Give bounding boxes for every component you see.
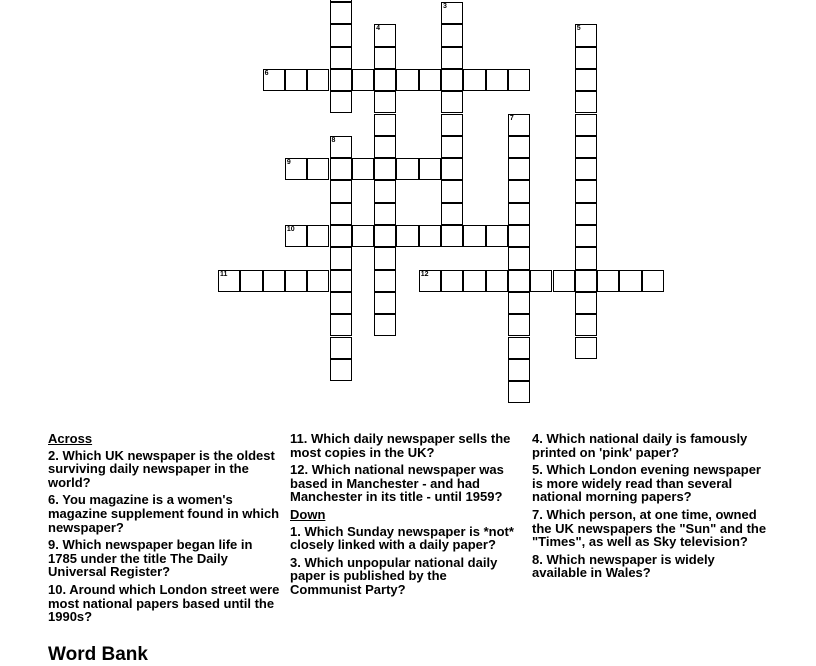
clues-column-2 (290, 432, 520, 601)
cell-number: 12 (420, 270, 429, 278)
clue-text: Around which London street were most national papers based until the 1990s? (48, 581, 280, 625)
grid-cell[interactable] (441, 24, 463, 46)
grid-cell[interactable] (575, 270, 597, 292)
grid-cell-numbered[interactable] (285, 225, 307, 247)
clue-number: 8. (532, 551, 543, 567)
grid-cell[interactable] (374, 203, 396, 225)
clue-number: 2. (48, 447, 59, 463)
grid-cell[interactable] (285, 69, 307, 91)
grid-cell[interactable] (486, 225, 508, 247)
clue-down-8 (532, 553, 768, 580)
grid-cell[interactable] (575, 292, 597, 314)
grid-cell-numbered[interactable] (285, 158, 307, 180)
grid-cell[interactable] (463, 69, 485, 91)
clue-number: 1. (290, 523, 301, 539)
grid-cell[interactable] (508, 69, 530, 91)
grid-cell[interactable] (508, 180, 530, 202)
clue-across-9 (48, 538, 280, 579)
clue-text: Which Sunday newspaper is *not* closely linked with a daily paper? (290, 523, 514, 553)
clue-number: 5. (532, 462, 543, 478)
grid-cell[interactable] (575, 114, 597, 136)
cell-number: 5 (576, 25, 581, 33)
clue-text: Which London evening newspaper is more widely read than several national morning papers? (532, 462, 761, 505)
grid-cell[interactable] (597, 270, 619, 292)
grid-cell[interactable] (441, 136, 463, 158)
grid-cell[interactable] (508, 136, 530, 158)
clue-text: Which national newspaper was based in Manchester - and had Manchester in its title - until 1959? (290, 462, 504, 505)
grid-cell[interactable] (508, 158, 530, 180)
grid-cell[interactable] (307, 158, 329, 180)
cell-number: 3 (443, 3, 447, 10)
grid-cell[interactable] (619, 270, 641, 292)
clue-number: 3. (290, 554, 301, 570)
grid-cell-numbered[interactable] (508, 114, 530, 136)
grid-cell-numbered[interactable] (441, 2, 463, 24)
grid-cell[interactable] (508, 337, 530, 359)
clue-text: Which national daily is famously printed on 'pink' paper? (532, 431, 748, 460)
clue-text: Which UK newspaper is the oldest surviving daily newspaper in the world? (48, 447, 275, 490)
grid-cell[interactable] (463, 225, 485, 247)
grid-cell[interactable] (330, 47, 352, 69)
grid-cell[interactable] (441, 158, 463, 180)
clue-down-5 (532, 463, 768, 504)
grid-cell[interactable] (330, 203, 352, 225)
grid-cell[interactable] (352, 158, 374, 180)
grid-cell[interactable] (508, 203, 530, 225)
grid-cell[interactable] (263, 270, 285, 292)
clue-down-1 (290, 525, 520, 552)
grid-cell[interactable] (441, 69, 463, 91)
cell-number: 7 (509, 114, 514, 122)
cell-number: 10 (286, 226, 295, 233)
grid-cell[interactable] (441, 203, 463, 225)
grid-cell[interactable] (508, 292, 530, 314)
grid-cell[interactable] (441, 91, 463, 113)
clue-text: Which newspaper began life in 1785 under the title The Daily Universal Register? (48, 537, 253, 580)
grid-cell[interactable] (463, 270, 485, 292)
clues-column-3 (532, 432, 768, 584)
grid-cell[interactable] (441, 270, 463, 292)
clue-across-2 (48, 449, 280, 490)
grid-cell[interactable] (419, 158, 441, 180)
cell-number: 9 (286, 159, 291, 167)
clue-across-10 (48, 583, 280, 624)
grid-cell[interactable] (575, 247, 597, 269)
down-heading: Down (290, 506, 326, 522)
grid-cell[interactable] (330, 247, 352, 269)
grid-cell[interactable] (352, 69, 374, 91)
grid-cell[interactable] (575, 314, 597, 336)
clue-text: You magazine is a women's magazine supplement found in which newspaper? (48, 492, 280, 535)
word-bank-title: Word Bank (48, 644, 148, 665)
grid-cell[interactable] (374, 47, 396, 69)
grid-cell[interactable] (508, 247, 530, 269)
clue-number: 10. (48, 581, 67, 597)
grid-cell[interactable] (530, 270, 552, 292)
grid-cell[interactable] (330, 180, 352, 202)
clue-across-12 (290, 463, 520, 504)
grid-cell[interactable] (240, 270, 262, 292)
grid-cell[interactable] (575, 69, 597, 91)
grid-cell[interactable] (374, 314, 396, 336)
grid-cell[interactable] (330, 24, 352, 46)
grid-cell[interactable] (307, 270, 329, 292)
clue-number: 12. (290, 462, 309, 478)
grid-cell-numbered[interactable] (419, 270, 441, 292)
grid-cell[interactable] (374, 69, 396, 91)
grid-cell[interactable] (374, 247, 396, 269)
grid-cell[interactable] (575, 203, 597, 225)
grid-cell[interactable] (330, 359, 352, 381)
grid-cell[interactable] (307, 69, 329, 91)
clue-text: Which daily newspaper sells the most copies in the UK? (290, 431, 511, 460)
grid-cell-numbered[interactable] (263, 69, 285, 91)
clue-number: 9. (48, 537, 59, 553)
grid-cell[interactable] (374, 136, 396, 158)
grid-cell[interactable] (642, 270, 664, 292)
grid-cell-numbered[interactable] (330, 136, 352, 158)
clue-across-11 (290, 432, 520, 459)
clue-down-3 (290, 556, 520, 597)
clue-down-7 (532, 508, 768, 549)
grid-cell[interactable] (330, 91, 352, 113)
grid-cell[interactable] (419, 225, 441, 247)
grid-cell[interactable] (575, 225, 597, 247)
grid-cell[interactable] (352, 225, 374, 247)
cell-number: 4 (376, 25, 380, 33)
grid-cell[interactable] (508, 381, 530, 403)
clue-number: 7. (532, 506, 543, 522)
grid-cell[interactable] (486, 69, 508, 91)
grid-cell[interactable] (330, 337, 352, 359)
grid-cell[interactable] (330, 225, 352, 247)
grid-cell[interactable] (575, 180, 597, 202)
grid-cell-numbered[interactable] (374, 24, 396, 46)
grid-cell[interactable] (575, 337, 597, 359)
grid-cell-numbered[interactable] (575, 24, 597, 46)
grid-cell[interactable] (575, 136, 597, 158)
grid-cell[interactable] (374, 180, 396, 202)
grid-cell[interactable] (508, 359, 530, 381)
grid-cell[interactable] (575, 91, 597, 113)
grid-cell[interactable] (330, 292, 352, 314)
grid-cell[interactable] (374, 225, 396, 247)
cell-number: 8 (331, 136, 336, 144)
grid-cell[interactable] (285, 270, 307, 292)
clue-text: Which newspaper is widely available in Wales? (532, 551, 715, 581)
grid-cell[interactable] (307, 225, 329, 247)
cell-number: 6 (264, 69, 269, 77)
grid-cell[interactable] (374, 91, 396, 113)
grid-cell[interactable] (508, 225, 530, 247)
grid-cell[interactable] (374, 292, 396, 314)
across-heading: Across (48, 431, 93, 446)
clue-text: Which person, at one time, owned the UK newspapers the "Sun" and the "Times", as well as Sky television? (532, 506, 767, 550)
clue-down-4 (532, 432, 768, 459)
grid-cell[interactable] (508, 314, 530, 336)
clue-number: 6. (48, 492, 59, 508)
grid-cell[interactable] (486, 270, 508, 292)
grid-cell[interactable] (374, 158, 396, 180)
grid-cell[interactable] (575, 47, 597, 69)
grid-cell[interactable] (419, 69, 441, 91)
cell-number: 11 (220, 270, 228, 278)
grid-cell[interactable] (330, 314, 352, 336)
clue-number: 11. (290, 431, 308, 446)
clue-number: 4. (532, 431, 543, 446)
grid-cell[interactable] (441, 180, 463, 202)
clue-across-6 (48, 493, 280, 534)
grid-cell[interactable] (396, 225, 418, 247)
grid-cell-numbered[interactable] (218, 270, 240, 292)
clue-text: Which unpopular national daily paper is published by the Communist Party? (290, 554, 498, 597)
grid-cell[interactable] (330, 69, 352, 91)
grid-cell[interactable] (441, 225, 463, 247)
grid-cell[interactable] (553, 270, 575, 292)
grid-cell[interactable] (508, 270, 530, 292)
clues-column-1 (48, 432, 280, 628)
grid-cell[interactable] (330, 2, 352, 24)
grid-cell[interactable] (330, 158, 352, 180)
grid-cell[interactable] (396, 158, 418, 180)
grid-cell[interactable] (575, 158, 597, 180)
grid-cell[interactable] (374, 270, 396, 292)
grid-cell[interactable] (441, 47, 463, 69)
grid-cell[interactable] (330, 270, 352, 292)
grid-cell[interactable] (396, 69, 418, 91)
grid-cell[interactable] (374, 114, 396, 136)
grid-cell[interactable] (441, 114, 463, 136)
